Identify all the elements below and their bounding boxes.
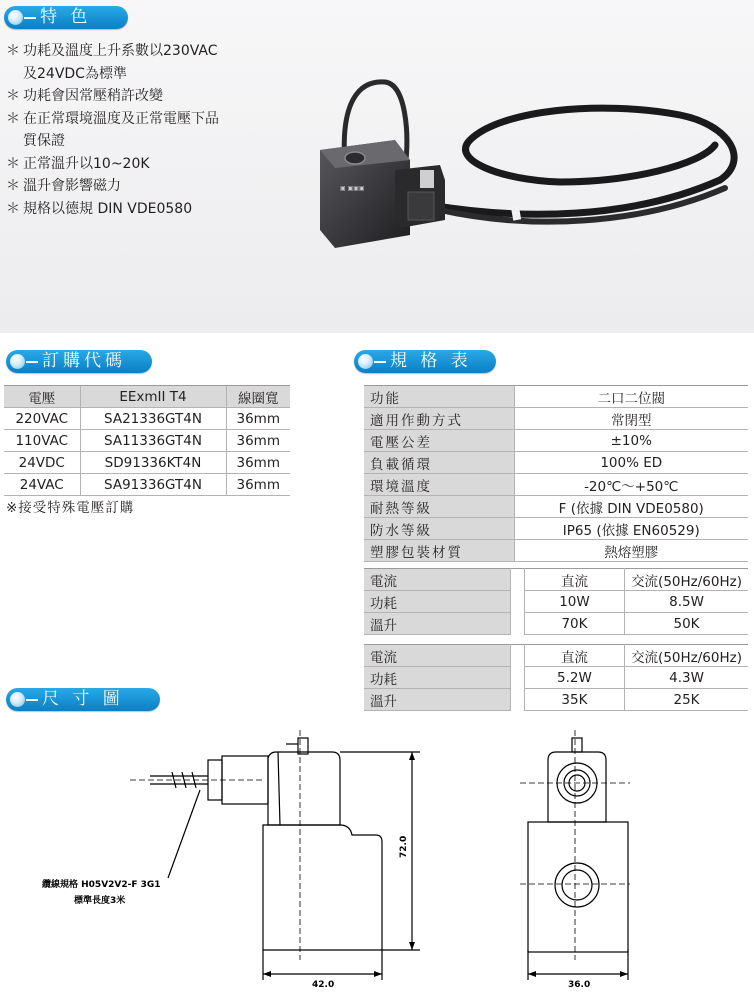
feature-item: ＊ 功耗會因常壓稍許改變 bbox=[6, 88, 163, 104]
features-section-tag bbox=[4, 6, 128, 29]
performance-table-1 bbox=[364, 568, 748, 635]
cable-length-label: 標準長度3米 bbox=[74, 896, 126, 906]
bullet-dot-icon bbox=[8, 10, 23, 25]
bullet-dot-icon bbox=[10, 692, 25, 707]
order-section-tag bbox=[6, 350, 152, 373]
order-note: ※接受特殊電壓訂購 bbox=[6, 500, 135, 516]
spec-title: 規 格 表 bbox=[390, 351, 472, 371]
table-row: 負載循環 100% ED bbox=[364, 452, 748, 474]
feature-item: ＊ 溫升會影響磁力 bbox=[6, 178, 121, 194]
solenoid-coil-photo bbox=[300, 70, 740, 270]
height-dimension-label: 72.0 bbox=[399, 835, 409, 858]
front-width-dimension-label: 36.0 bbox=[568, 980, 591, 990]
svg-text:▣ ▣▣▣: ▣ ▣▣▣ bbox=[340, 185, 365, 192]
table-row: 功耗 5.2W 4.3W bbox=[364, 667, 748, 689]
spec-section-tag bbox=[354, 350, 496, 373]
column-header: 線圈寬 bbox=[226, 386, 290, 408]
dimensions-section-tag bbox=[6, 688, 160, 711]
dimensions-title: 尺 寸 圖 bbox=[42, 689, 124, 709]
feature-item: ＊ 功耗及溫度上升系數以230VAC 及24VDC為標準 bbox=[6, 43, 218, 82]
order-title: 訂購代碼 bbox=[42, 351, 126, 371]
table-row: 溫升 35K 25K bbox=[364, 689, 748, 711]
table-header-row bbox=[4, 386, 290, 408]
table-row: 電流 直流 交流(50Hz/60Hz) bbox=[364, 645, 748, 667]
table-row: 功能 二口二位閥 bbox=[364, 386, 748, 408]
feature-item: ＊ 規格以德規 DIN VDE0580 bbox=[6, 200, 193, 217]
table-row: 電壓公差 ±10% bbox=[364, 430, 748, 452]
column-header: 電壓 bbox=[4, 386, 80, 408]
table-row: 電流 直流 交流(50Hz/60Hz) bbox=[364, 569, 748, 591]
bullet-dot-icon bbox=[358, 354, 373, 369]
order-code-table bbox=[4, 385, 290, 496]
feature-item: ＊ 在正常環境溫度及正常電壓下品 質保證 bbox=[6, 110, 219, 149]
side-width-dimension-label: 42.0 bbox=[312, 980, 335, 990]
table-row: 24VDC SD91336KT4N 36mm bbox=[4, 452, 290, 474]
features-title: 特 色 bbox=[40, 7, 92, 27]
table-row: 220VAC SA21336GT4N 36mm bbox=[4, 408, 290, 430]
table-row: 塑膠包裝材質 熱熔塑膠 bbox=[364, 540, 748, 562]
cable-spec-label: 纜線規格 H05V2V2-F 3G1 bbox=[42, 880, 161, 890]
table-row: 110VAC SA11336GT4N 36mm bbox=[4, 430, 290, 452]
table-row: 24VAC SA91336GT4N 36mm bbox=[4, 474, 290, 496]
column-header: EExmII T4 bbox=[80, 386, 226, 408]
dimension-drawing bbox=[0, 730, 754, 1001]
table-row: 適用作動方式 常閉型 bbox=[364, 408, 748, 430]
table-row: 耐熱等級 F (依據 DIN VDE0580) bbox=[364, 496, 748, 518]
table-row: 環境溫度 -20℃～+50℃ bbox=[364, 474, 748, 496]
bullet-dot-icon bbox=[10, 354, 25, 369]
feature-item: ＊ 正常溫升以10~20K bbox=[6, 155, 150, 172]
table-row: 功耗 10W 8.5W bbox=[364, 591, 748, 613]
table-row: 溫升 70K 50K bbox=[364, 613, 748, 635]
performance-table-2 bbox=[364, 644, 748, 711]
table-row: 防水等級 IP65 (依據 EN60529) bbox=[364, 518, 748, 540]
spec-table bbox=[364, 385, 748, 562]
feature-list bbox=[6, 40, 306, 220]
